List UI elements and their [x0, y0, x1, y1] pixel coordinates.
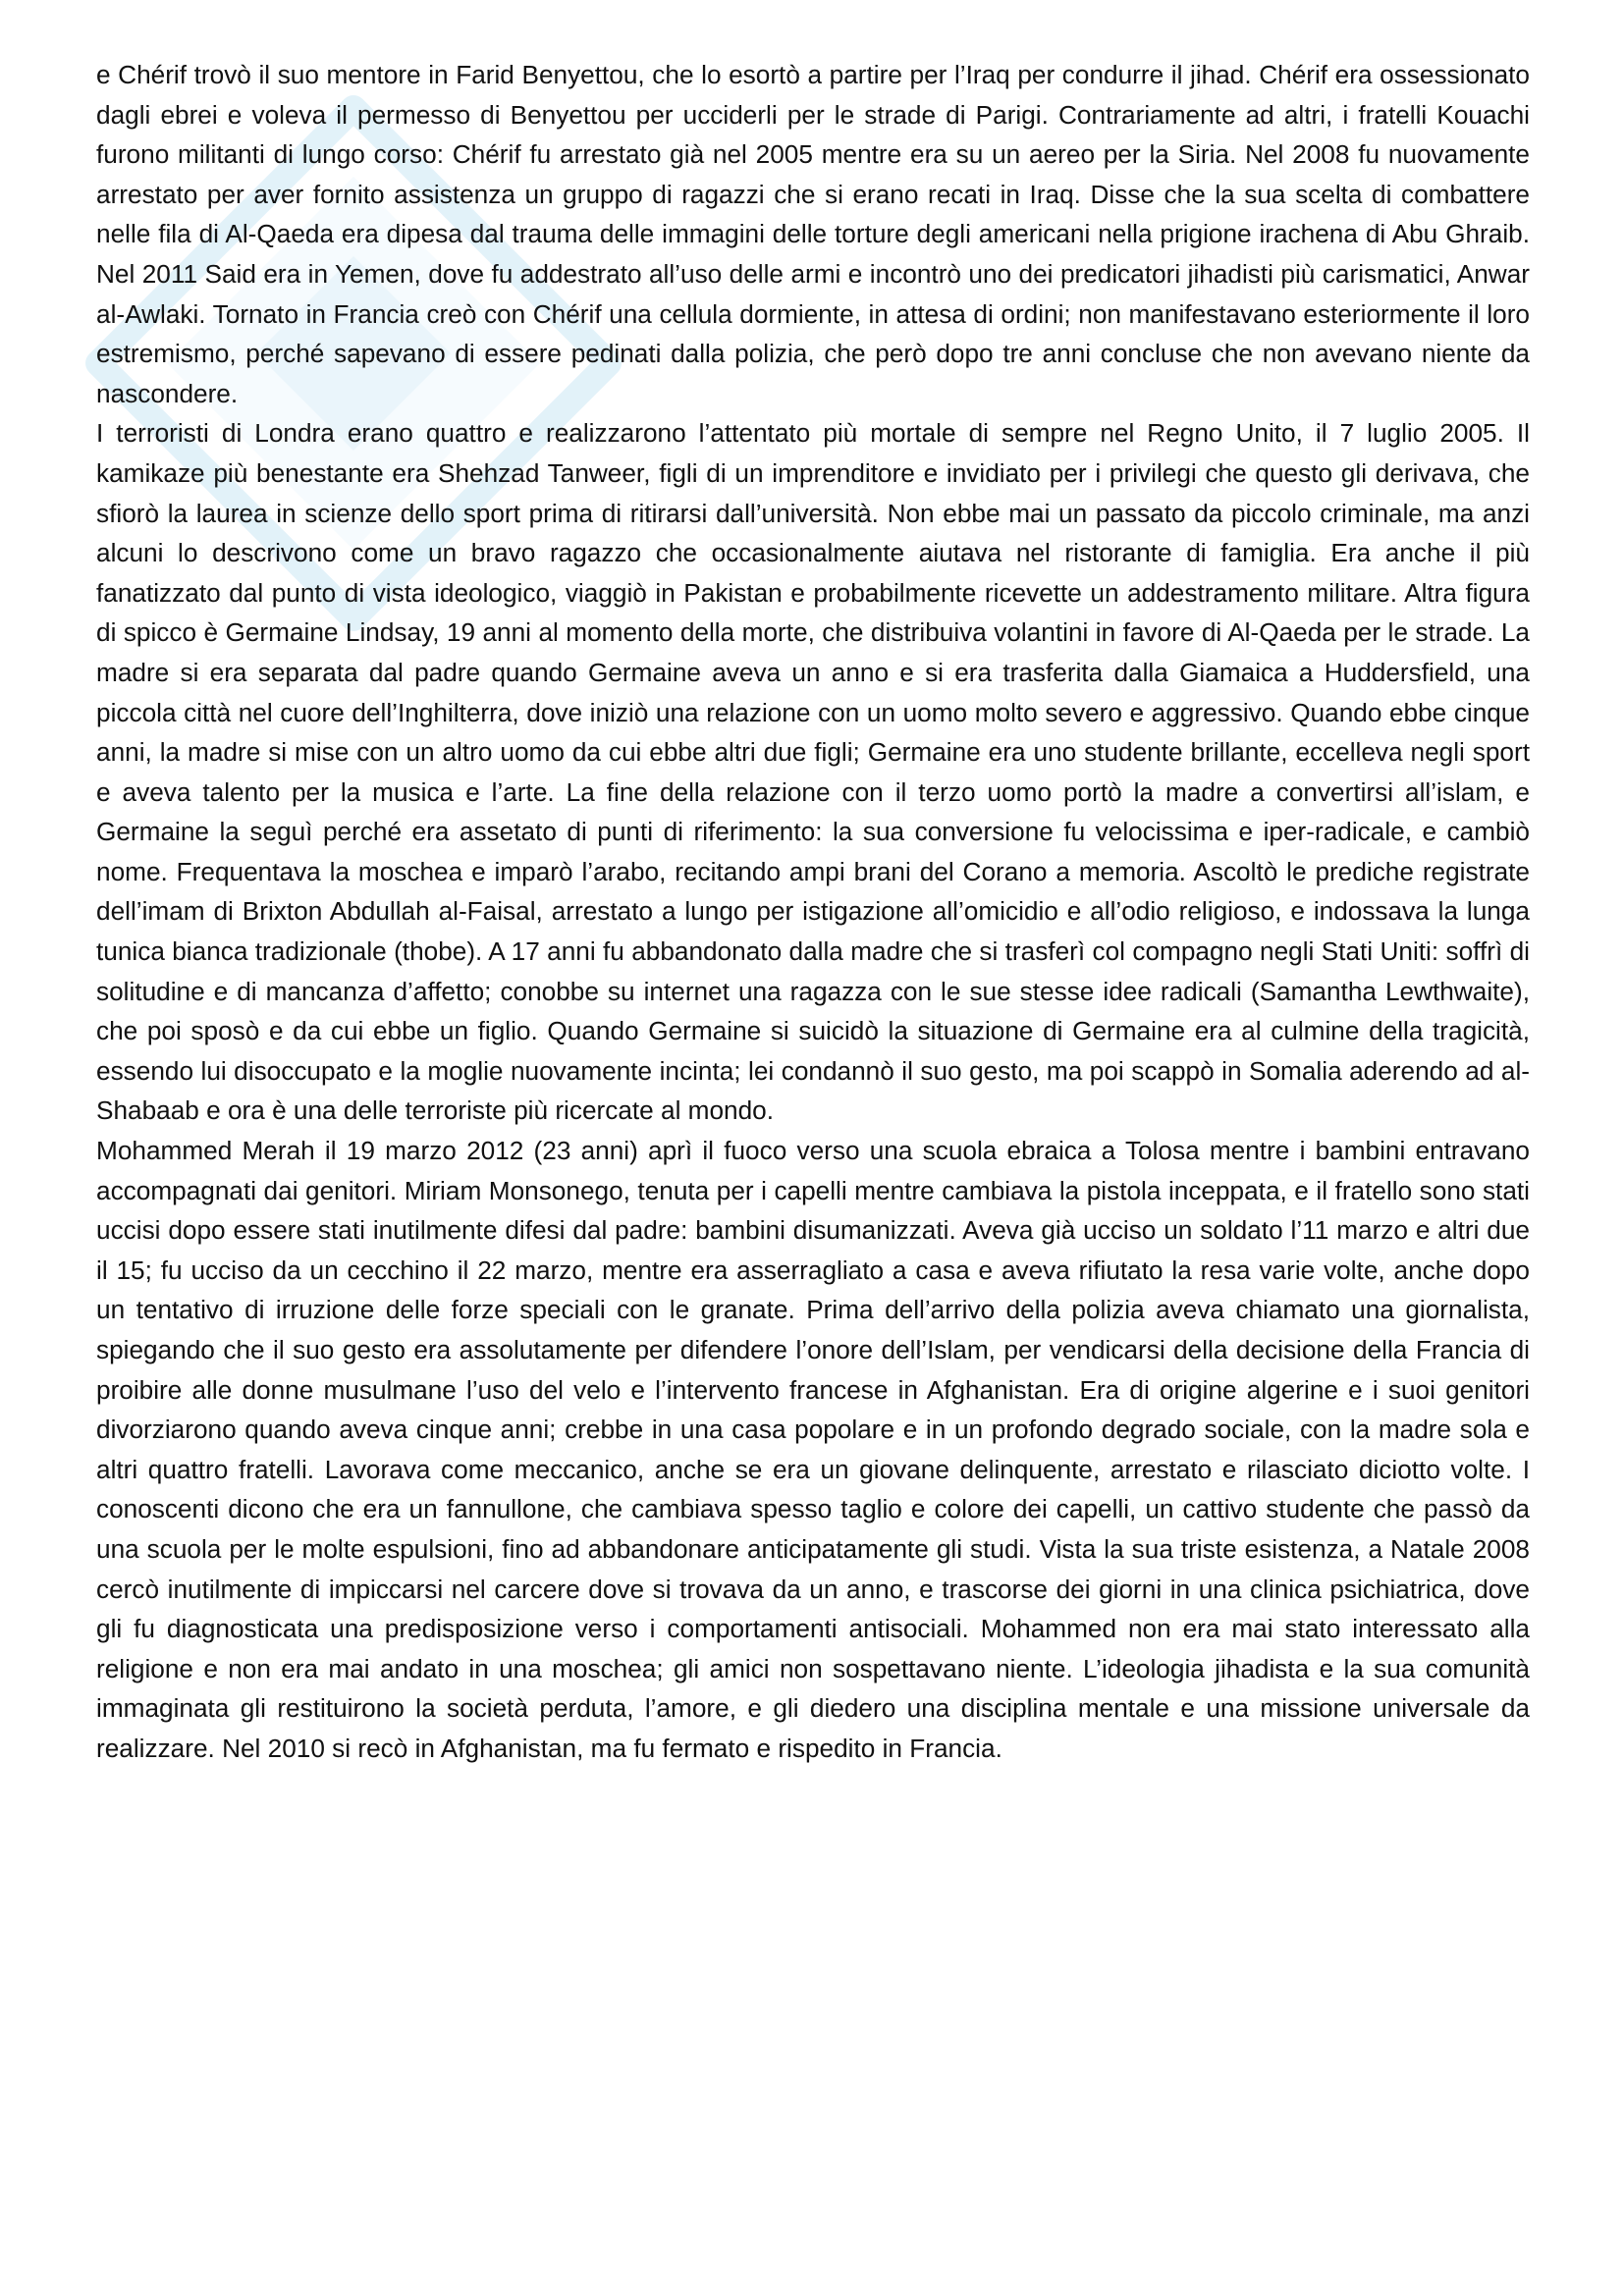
paragraph-merah: Mohammed Merah il 19 marzo 2012 (23 anni) aprì il fuoco verso una scuola ebraica a Tolosa mentre i bambini entravano accompagnati dai genitori. Miriam Monsonego, tenuta per i capelli mentre cambiava la pistola inceppata, e il fratello sono stati uccisi dopo essere stati inutilmente difesi dal padre: bambini disumanizzati. Aveva già ucciso un soldato l’11 marzo e altri due il 15; fu ucciso da un cecchino il 22 marzo, mentre era asserragliato a casa e aveva rifiutato la resa varie volte, anche dopo un tentativo di irruzione delle forze speciali con le granate. Prima dell’arrivo della polizia aveva chiamato una giornalista, spiegando che il suo gesto era assolutamente per difendere l’onore dell’Islam, per vendicarsi della decisione della Francia di proibire alle donne musulmane l’uso del velo e l’intervento francese in Afghanistan. Era di origine algerine e i suoi genitori divorziarono quando aveva cinque anni; crebbe in una casa popolare e in un profondo degrado sociale, con la madre sola e altri quattro fratelli. Lavorava come meccanico, anche se era un giovane delinquente, arrestato e rilasciato diciotto volte. I conoscenti dicono che era un fannullone, che cambiava spesso taglio e colore dei capelli, un cattivo studente che passò da una scuola per le molte espulsioni, fino ad abbandonare anticipatamente gli studi. Vista la sua triste esistenza, a Natale 2008 cercò inutilmente di impiccarsi nel carcere dove si trovava da un anno, e trascorse dei giorni in una clinica psichiatrica, dove gli fu diagnosticata una predisposizione verso i comportamenti antisociali. Mohammed non era mai stato interessato alla religione e non era mai andato in una moschea; gli amici non sospettavano niente. L’ideologia jihadista e la sua comunità immaginata gli restituirono la società perduta, l’amore, e gli diedero una disciplina mentale e una missione universale da realizzare. Nel 2010 si recò in Afghanistan, ma fu fermato e rispedito in Francia.: [96, 1136, 1530, 1763]
paragraph-kouachi: e Chérif trovò il suo mentore in Farid Benyettou, che lo esortò a partire per l’Iraq per condurre il jihad. Chérif era ossessionato dagli ebrei e voleva il permesso di Benyettou per ucciderli per le strade di Parigi. Contrariamente ad altri, i fratelli Kouachi furono militanti di lungo corso: Chérif fu arrestato già nel 2005 mentre era su un aereo per la Siria. Nel 2008 fu nuovamente arrestato per aver fornito assistenza un gruppo di ragazzi che si erano recati in Iraq. Disse che la sua scelta di combattere nelle fila di Al-Qaeda era dipesa dal trauma delle immagini delle torture degli americani nella prigione irachena di Abu Ghraib. Nel 2011 Said era in Yemen, dove fu addestrato all’uso delle armi e incontrò uno dei predicatori jihadisti più carismatici, Anwar al-Awlaki. Tornato in Francia creò con Chérif una cellula dormiente, in attesa di ordini; non manifestavano esteriormente il loro estremismo, perché sapevano di essere pedinati dalla polizia, che però dopo tre anni concluse che non avevano niente da nascondere.: [96, 60, 1530, 408]
document-body: [96, 55, 1530, 1769]
paragraph-london-attack: I terroristi di Londra erano quattro e realizzarono l’attentato più mortale di sempre nel Regno Unito, il 7 luglio 2005. Il kamikaze più benestante era Shehzad Tanweer, figli di un imprenditore e invidiato per i privilegi che questo gli derivava, che sfiorò la laurea in scienze dello sport prima di ritirarsi dall’università. Non ebbe mai un passato da piccolo criminale, ma anzi alcuni lo descrivono come un bravo ragazzo che occasionalmente aiutava nel ristorante di famiglia. Era anche il più fanatizzato dal punto di vista ideologico, viaggiò in Pakistan e probabilmente ricevette un addestramento militare. Altra figura di spicco è Germaine Lindsay, 19 anni al momento della morte, che distribuiva volantini in favore di Al-Qaeda per le strade. La madre si era separata dal padre quando Germaine aveva un anno e si era trasferita dalla Giamaica a Huddersfield, una piccola città nel cuore dell’Inghilterra, dove iniziò una relazione con un uomo molto severo e aggressivo. Quando ebbe cinque anni, la madre si mise con un altro uomo da cui ebbe altri due figli; Germaine era uno studente brillante, eccelleva negli sport e aveva talento per la musica e l’arte. La fine della relazione con il terzo uomo portò la madre a convertirsi all’islam, e Germaine la seguì perché era assetato di punti di riferimento: la sua conversione fu velocissima e iper-radicale, e cambiò nome. Frequentava la moschea e imparò l’arabo, recitando ampi brani del Corano a memoria. Ascoltò le prediche registrate dell’imam di Brixton Abdullah al-Faisal, arrestato a lungo per istigazione all’omicidio e all’odio religioso, e indossava la lunga tunica bianca tradizionale (thobe). A 17 anni fu abbandonato dalla madre che si trasferì col compagno negli Stati Uniti: soffrì di solitudine e di mancanza d’affetto; conobbe su internet una ragazza con le sue stesse idee radicali (Samantha Lewthwaite), che poi sposò e da cui ebbe un figlio. Quando Germaine si suicidò la situazione di Germaine era al culmine della tragicità, essendo lui disoccupato e la moglie nuovamente incinta; lei condannò il suo gesto, ma poi scappò in Somalia aderendo ad al-Shabaab e ora è una delle terroriste più ricercate al mondo.: [96, 418, 1530, 1126]
